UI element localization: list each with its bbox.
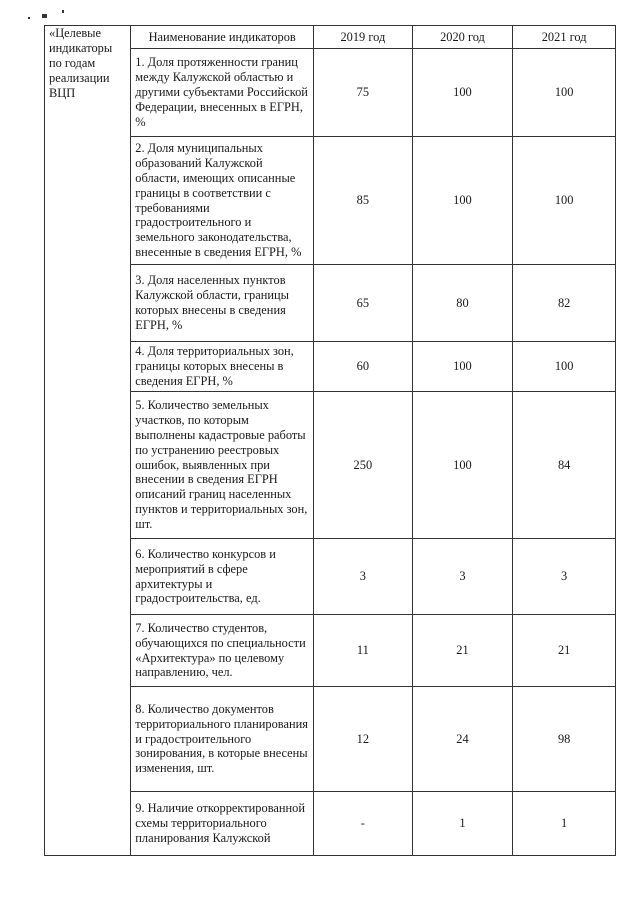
value-2021: 3 — [513, 539, 616, 615]
value-2019: 60 — [314, 342, 413, 392]
value-2019: 85 — [314, 137, 413, 265]
value-2020: 1 — [412, 792, 513, 856]
indicators-table — [44, 25, 616, 856]
value-2021: 100 — [513, 342, 616, 392]
value-2019: 3 — [314, 539, 413, 615]
value-2020: 3 — [412, 539, 513, 615]
table-row — [45, 392, 616, 539]
header-indicator-name: Наименование индикаторов — [131, 26, 314, 49]
value-2021: 100 — [513, 137, 616, 265]
indicator-name: 6. Количество конкурсов и мероприятий в сфере архитектуры и градостроительства, ед. — [131, 539, 314, 615]
table-row — [45, 687, 616, 792]
value-2019: 250 — [314, 392, 413, 539]
header-2019: 2019 год — [314, 26, 413, 49]
indicator-name: 1. Доля протяженности границ между Калужской областью и другими субъектами Российской Федерации, внесенных в ЕГРН, % — [131, 49, 314, 137]
value-2020: 100 — [412, 49, 513, 137]
scan-artifact-marks — [28, 8, 88, 22]
value-2019: 75 — [314, 49, 413, 137]
value-2019: 65 — [314, 265, 413, 342]
table-row — [45, 49, 616, 137]
table-row — [45, 137, 616, 265]
value-2021: 100 — [513, 49, 616, 137]
indicator-name: 9. Наличие откорректированной схемы территориального планирования Калужской — [131, 792, 314, 856]
indicator-name: 4. Доля территориальных зон, границы которых внесены в сведения ЕГРН, % — [131, 342, 314, 392]
indicator-name: 8. Количество документов территориального планирования и градостроительного зонирования, в которые внесены изменения, шт. — [131, 687, 314, 792]
table-row — [45, 265, 616, 342]
value-2021: 21 — [513, 615, 616, 687]
target-indicators-label: «Целевые индикаторы по годам реализации ВЦП — [45, 26, 131, 856]
value-2020: 21 — [412, 615, 513, 687]
indicator-name: 7. Количество студентов, обучающихся по специальности «Архитектура» по целевому направлению, чел. — [131, 615, 314, 687]
table-row — [45, 615, 616, 687]
value-2021: 82 — [513, 265, 616, 342]
value-2020: 24 — [412, 687, 513, 792]
value-2020: 100 — [412, 392, 513, 539]
indicator-name: 3. Доля населенных пунктов Калужской области, границы которых внесены в сведения ЕГРН, % — [131, 265, 314, 342]
value-2019: 11 — [314, 615, 413, 687]
header-2021: 2021 год — [513, 26, 616, 49]
table-row — [45, 539, 616, 615]
value-2021: 1 — [513, 792, 616, 856]
value-2019: - — [314, 792, 413, 856]
value-2021: 98 — [513, 687, 616, 792]
value-2021: 84 — [513, 392, 616, 539]
header-2020: 2020 год — [412, 26, 513, 49]
table-row — [45, 342, 616, 392]
header-row — [45, 26, 616, 49]
value-2020: 100 — [412, 342, 513, 392]
indicator-name: 2. Доля муниципальных образований Калужской области, имеющих описанные границы в соответствии с требованиями градостроительного и земельного законодательства, внесенные в сведения ЕГРН, % — [131, 137, 314, 265]
value-2020: 80 — [412, 265, 513, 342]
value-2020: 100 — [412, 137, 513, 265]
value-2019: 12 — [314, 687, 413, 792]
indicator-name: 5. Количество земельных участков, по которым выполнены кадастровые работы по устранению реестровых ошибок, выявленных при внесении в сведения ЕГРН описаний границ населенных пунктов и территориальных зон, шт. — [131, 392, 314, 539]
table-row — [45, 792, 616, 856]
